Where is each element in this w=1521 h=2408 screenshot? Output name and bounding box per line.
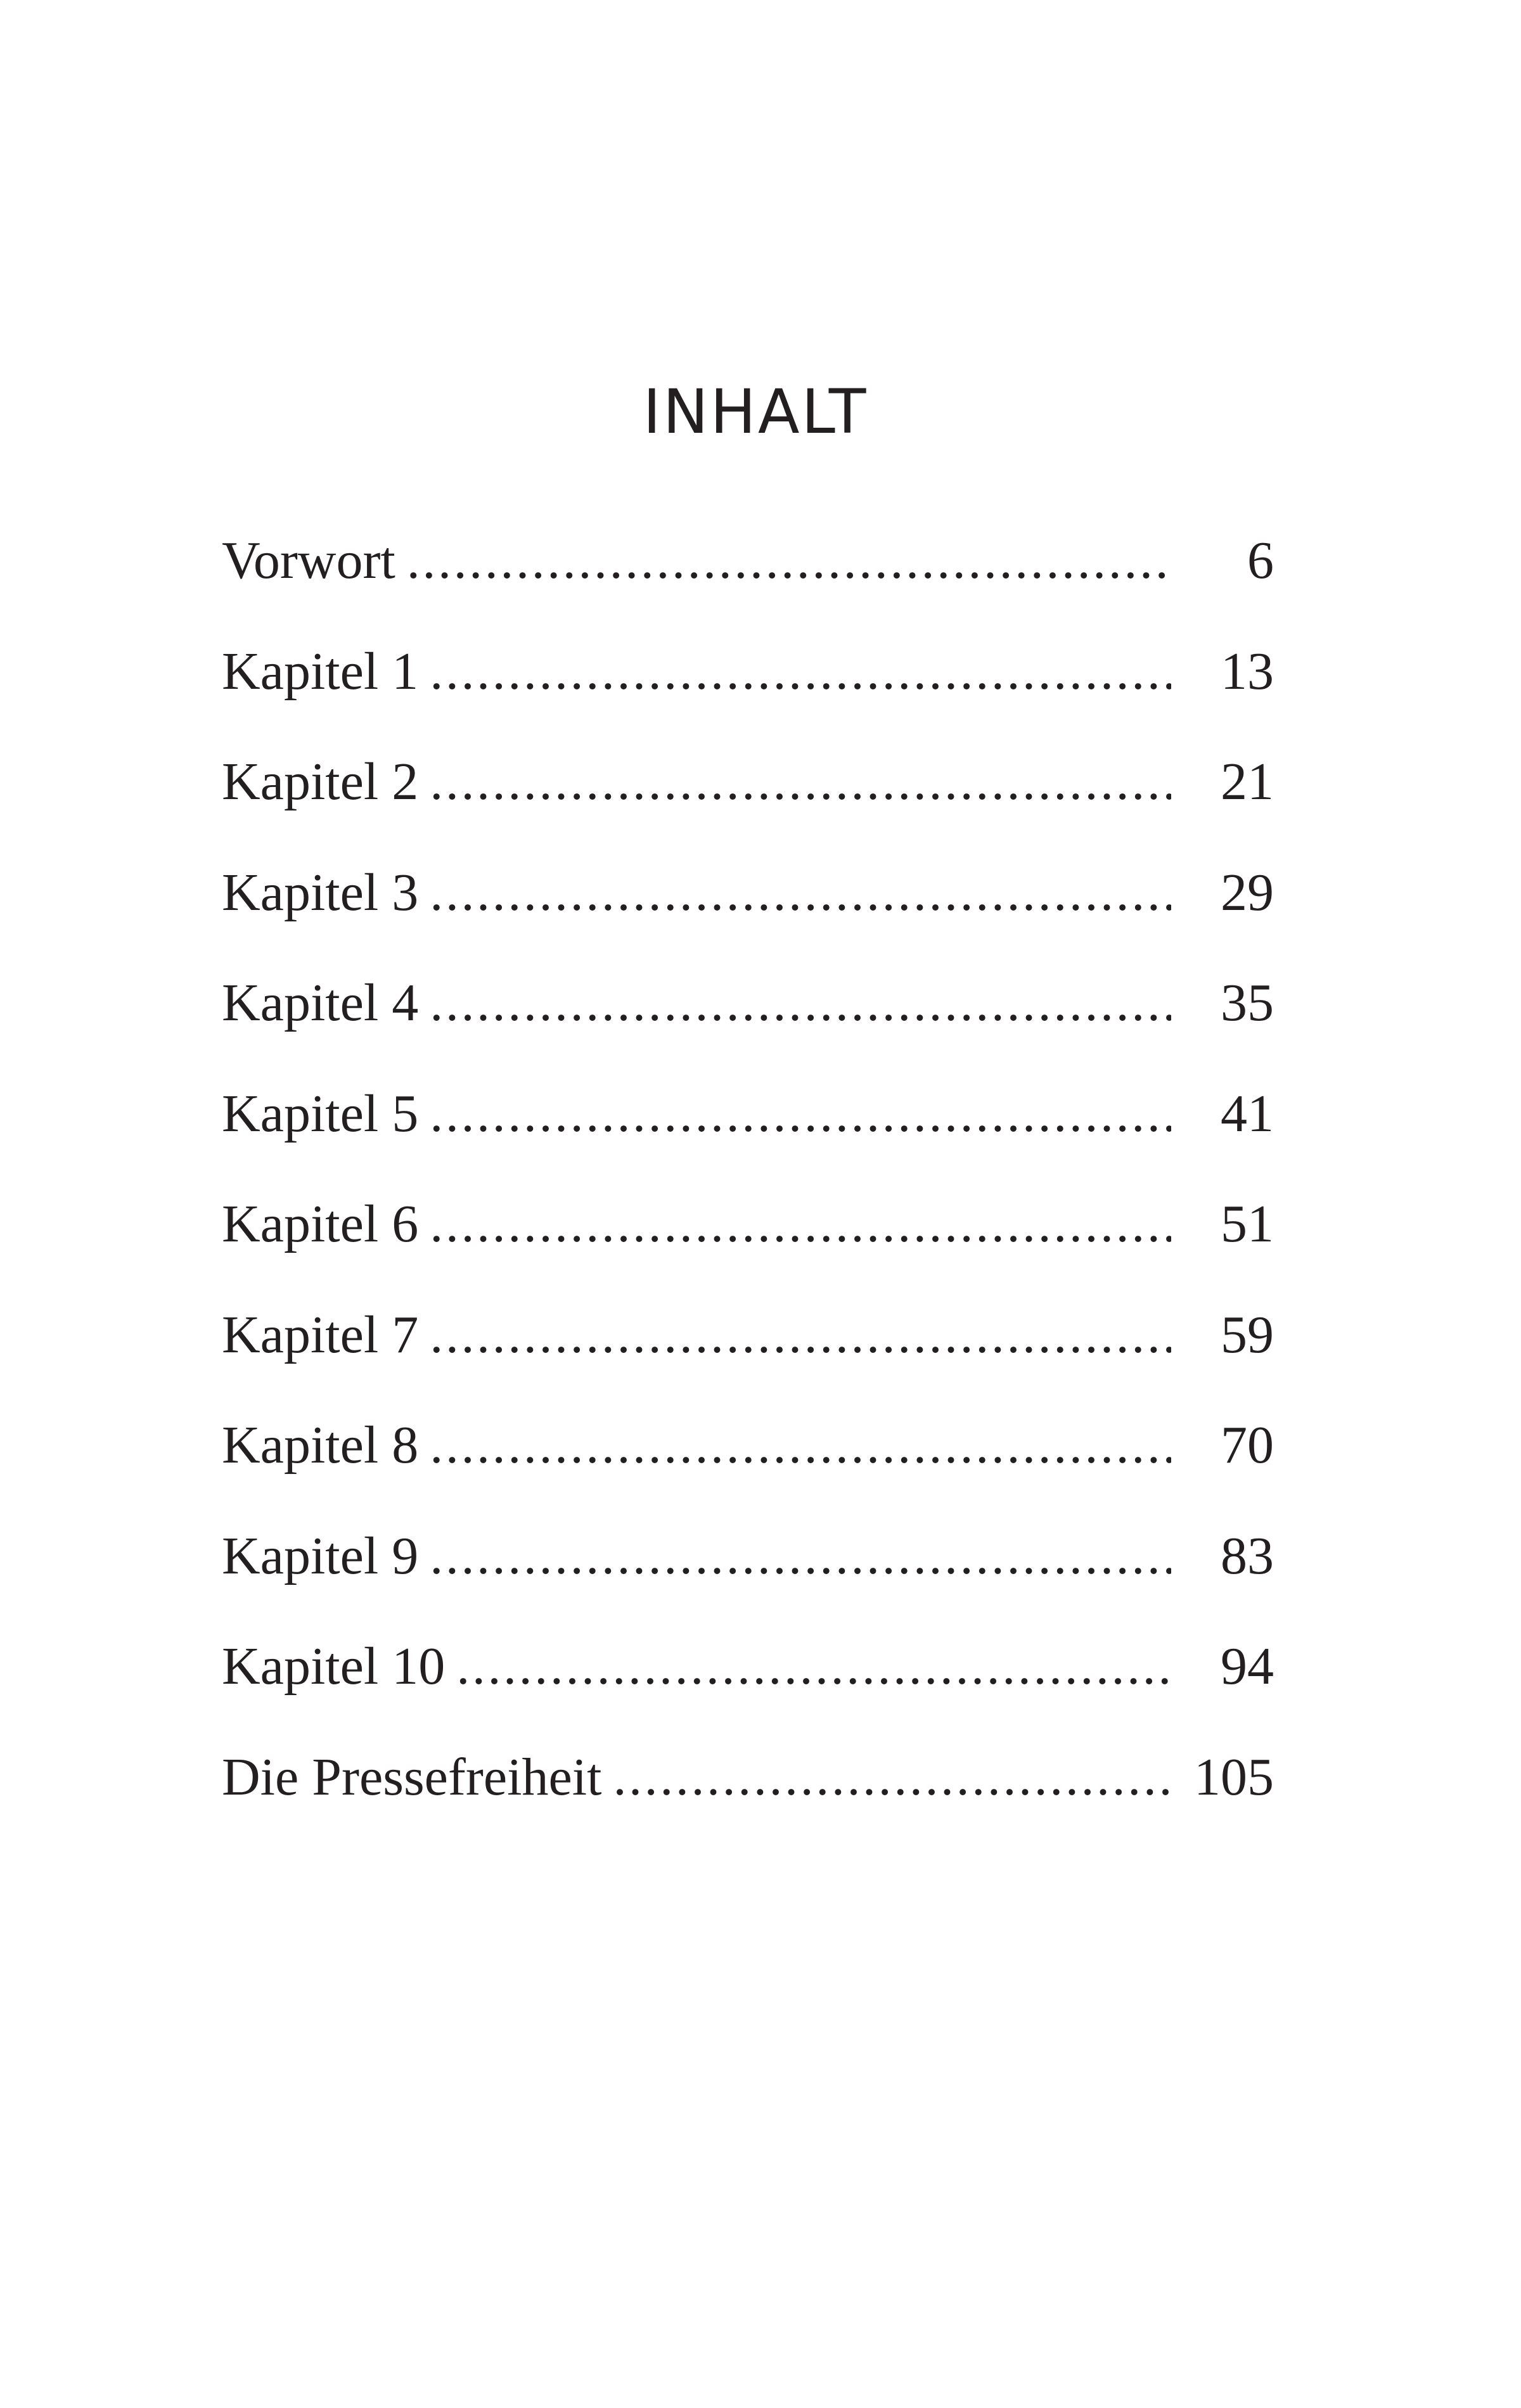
toc-page-number: 29 <box>1221 862 1274 922</box>
toc-entry-label: Die Pressefreiheit <box>222 1747 602 1807</box>
toc-page-number: 6 <box>1247 531 1274 590</box>
dot-leader <box>430 1297 1171 1373</box>
dot-leader <box>430 1407 1171 1483</box>
toc-page-number: 51 <box>1221 1194 1274 1253</box>
toc-page-number: 94 <box>1221 1637 1274 1696</box>
toc-page-number: 21 <box>1221 752 1274 811</box>
toc-entry-kapitel-10[interactable] <box>222 1629 1274 1739</box>
toc-entry-kapitel-2[interactable] <box>222 744 1274 855</box>
toc-entry-label: Kapitel 8 <box>222 1416 419 1475</box>
toc-entry-kapitel-3[interactable] <box>222 855 1274 966</box>
toc-entry-label: Kapitel 2 <box>222 752 419 811</box>
toc-entry-label: Kapitel 10 <box>222 1637 446 1696</box>
dot-leader <box>430 855 1171 931</box>
toc-entry-kapitel-9[interactable] <box>222 1518 1274 1629</box>
toc-entry-die-pressefreiheit[interactable] <box>222 1739 1274 1850</box>
dot-leader <box>430 1518 1171 1594</box>
dot-leader <box>430 634 1171 710</box>
toc-entry-label: Kapitel 5 <box>222 1084 419 1143</box>
table-of-contents <box>222 523 1274 1850</box>
page-title: INHALT <box>643 376 868 447</box>
toc-page-number: 41 <box>1221 1084 1274 1143</box>
toc-page-number: 83 <box>1221 1526 1274 1585</box>
dot-leader <box>456 1629 1171 1705</box>
toc-entry-kapitel-7[interactable] <box>222 1297 1274 1408</box>
toc-entry-kapitel-6[interactable] <box>222 1186 1274 1297</box>
toc-entry-label: Kapitel 4 <box>222 973 419 1032</box>
dot-leader <box>613 1739 1171 1816</box>
toc-page-number: 35 <box>1221 973 1274 1032</box>
dot-leader <box>430 965 1171 1041</box>
toc-entry-kapitel-8[interactable] <box>222 1407 1274 1518</box>
toc-page-number: 105 <box>1194 1747 1274 1807</box>
toc-entry-kapitel-1[interactable] <box>222 634 1274 745</box>
toc-entry-label: Kapitel 1 <box>222 641 419 701</box>
toc-entry-kapitel-5[interactable] <box>222 1076 1274 1187</box>
toc-page-number: 70 <box>1221 1416 1274 1475</box>
toc-entry-label: Kapitel 7 <box>222 1305 419 1364</box>
toc-entry-label: Kapitel 9 <box>222 1526 419 1585</box>
toc-entry-kapitel-4[interactable] <box>222 965 1274 1076</box>
toc-entry-label: Kapitel 6 <box>222 1194 419 1253</box>
dot-leader <box>430 1076 1171 1152</box>
toc-entry-vorwort[interactable] <box>222 523 1274 634</box>
dot-leader <box>430 744 1171 820</box>
toc-page-number: 13 <box>1221 641 1274 701</box>
dot-leader <box>430 1186 1171 1262</box>
toc-entry-label: Kapitel 3 <box>222 862 419 922</box>
toc-page-number: 59 <box>1221 1305 1274 1364</box>
dot-leader <box>407 523 1171 599</box>
toc-entry-label: Vorwort <box>222 531 395 590</box>
